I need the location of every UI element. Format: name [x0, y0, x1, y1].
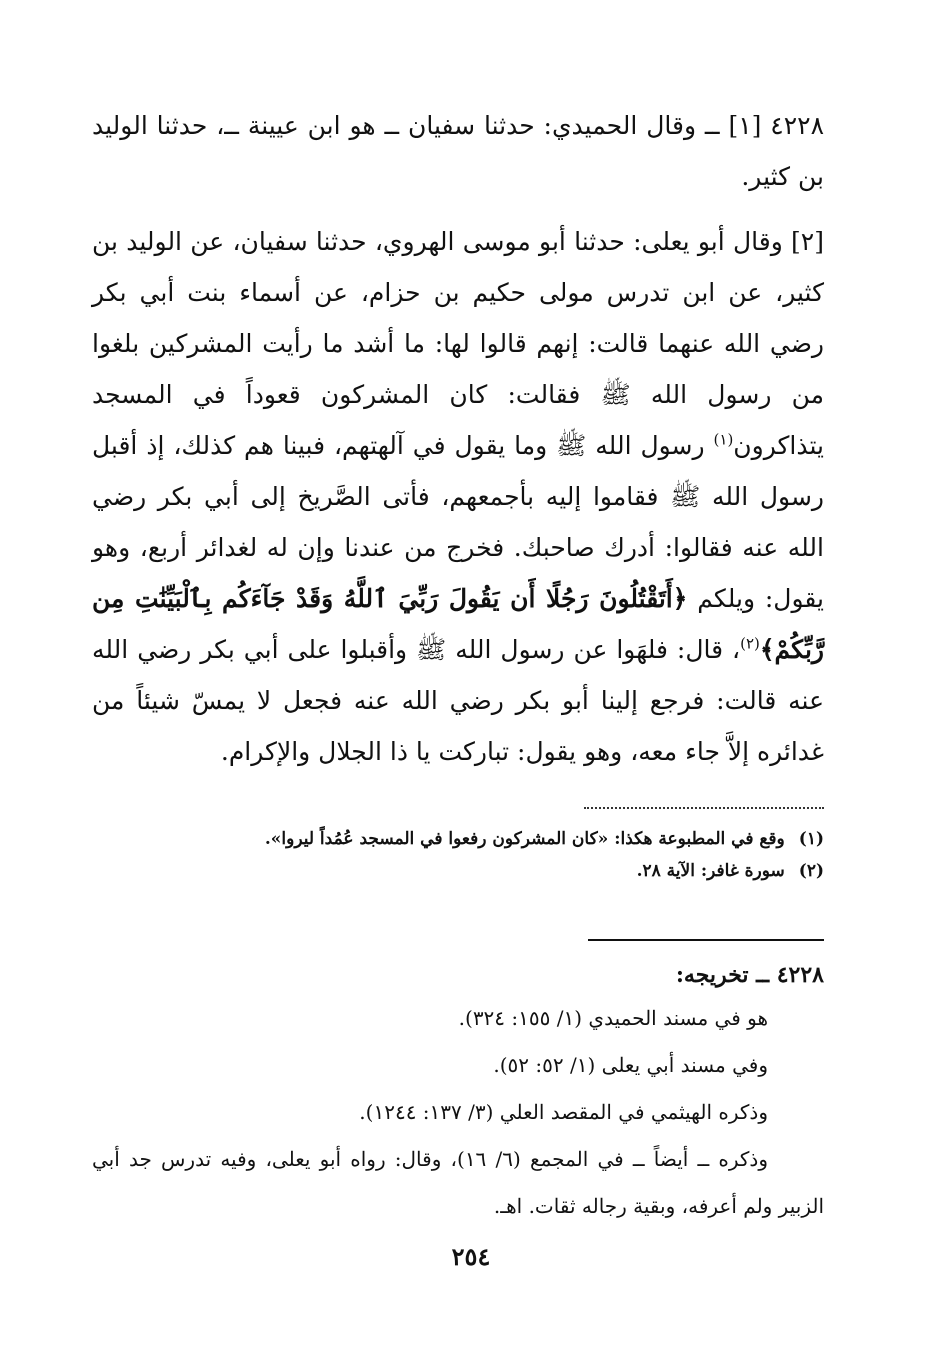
footnotes [92, 823, 824, 887]
quran-verse: ﴿أَتَقْتُلُونَ رَجُلًا أَن يَقُولَ رَبِّيَ ٱللَّهُ وَقَدْ جَآءَكُم بِٱلْبَيِّنَٰتِ مِن رَّبِّكُمْ﴾ [92, 584, 824, 664]
page-number: ٢٥٤ [451, 1242, 491, 1271]
hadith-text-part-a: [٢] وقال أبو يعلى: حدثنا أبو موسى الهروي، حدثنا سفيان، عن الوليد بن كثير، عن ابن تدرس مولى حكيم بن حزام، عن أسماء بنت أبي بكر رضي الله عنهما قالت: إنهم قالوا لها: ما أشد ما رأيت المشركين بلغوا من رسول الله ﷺ فقالت: كان المشركون قعوداً في المسجد يتذاكرون [92, 227, 824, 460]
footnote-separator [584, 807, 824, 809]
footnote-ref-2: (٢) [740, 634, 760, 653]
footnote-2 [92, 855, 824, 887]
hadith-text-part-c: ، قال: فلهَوا عن رسول الله ﷺ وأقبلوا على أبي بكر رضي الله عنه قالت: فرجع إلينا أبو بكر رضي الله عنه فجعل لا يمسّ شيئاً من غدائره إلاَّ جاء معه، وهو يقول: تباركت يا ذا الجلال والإكرام. [92, 635, 824, 766]
hadith-isnad-2 [92, 216, 824, 777]
takhrij-heading: ٤٢٢٨ ــ تخريجه: [675, 962, 824, 988]
footnote-1 [92, 823, 824, 855]
takhrij-line: وذكره ــ أيضاً ــ في المجمع (٦/ ١٦)، وقال: رواه أبو يعلى، وفيه تدرس جد أبي الزبير ولم أعرفه، وبقية رجاله ثقات. اهـ. [92, 1147, 824, 1218]
footnote-number: (٢) [798, 861, 824, 881]
footnote-text: سورة غافر: الآية ٢٨. [636, 861, 785, 881]
takhrij-divider [588, 939, 824, 941]
takhrij-line: وفي مسند أبي يعلى (١/ ٥٢: ٥٢). [493, 1053, 768, 1077]
takhrij-body [92, 995, 824, 1230]
hadith-isnad-1: ٤٢٢٨ [١] ــ وقال الحميدي: حدثنا سفيان ــ هو ابن عيينة ــ، حدثنا الوليد بن كثير. [92, 111, 825, 191]
takhrij-line: وذكره الهيثمي في المقصد العلي (٣/ ١٣٧: ١٢٤٤). [359, 1100, 768, 1124]
footnote-number: (١) [798, 829, 824, 849]
takhrij-line: هو في مسند الحميدي (١/ ١٥٥: ٣٢٤). [458, 1006, 768, 1030]
hadith-text [92, 100, 824, 777]
footnote-ref-1: (١) [713, 430, 734, 449]
hadith-text-part-b: رسول الله ﷺ وما يقول في آلهتهم، فبينا هم كذلك، إذ أقبل رسول الله ﷺ فقاموا إليه بأجمعهم، فأتى الصَّريخ إلى أبي بكر رضي الله عنه فقالوا: أدرك صاحبك. فخرج من عندنا وإن له لغدائر أربع، وهو يقول: ويلكم [92, 431, 824, 613]
footnote-text: وقع في المطبوعة هكذا: «كان المشركون رفعوا في المسجد عُمُداً ليروا». [264, 829, 785, 849]
